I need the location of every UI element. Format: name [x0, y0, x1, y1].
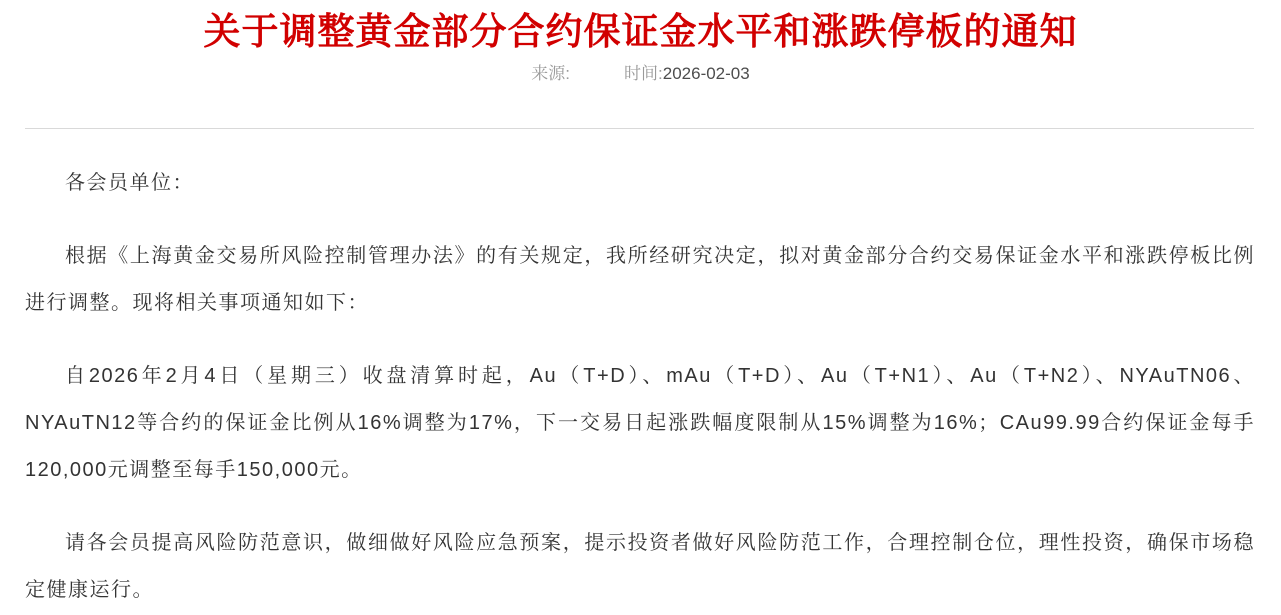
salutation: 各会员单位： [65, 172, 194, 195]
meta-row [0, 62, 1281, 86]
source-label: 来源: [531, 64, 571, 84]
paragraph-basis: 根据《上海黄金交易所风险控制管理办法》的有关规定，我所经研究决定，拟对黄金部分合约交易保证金水平和涨跌停板比例进行调整。现将相关事项通知如下： [25, 245, 1255, 315]
paragraph-risk-reminder: 请各会员提高风险防范意识，做细做好风险应急预案，提示投资者做好风险防范工作，合理控制仓位，理性投资，确保市场稳定健康运行。 [25, 532, 1255, 602]
time-label: 时间: [624, 64, 663, 84]
notice-body [0, 129, 1281, 614]
paragraph-adjustment-details: 自2026年2月4日（星期三）收盘清算时起，Au（T+D）、mAu（T+D）、Au（T+N1）、Au（T+N2）、NYAuTN06、NYAuTN12等合约的保证金比例从16%调整为17%，下一交易日起涨跌幅度限制从15%调整为16%；CAu99.99合约保证金每手120,000元调整至每手150,000元。 [25, 365, 1255, 482]
page-title: 关于调整黄金部分合约保证金水平和涨跌停板的通知 [203, 11, 1078, 52]
time-item [624, 62, 750, 86]
time-value: 2026-02-03 [662, 64, 750, 84]
notice-header [0, 0, 1281, 86]
